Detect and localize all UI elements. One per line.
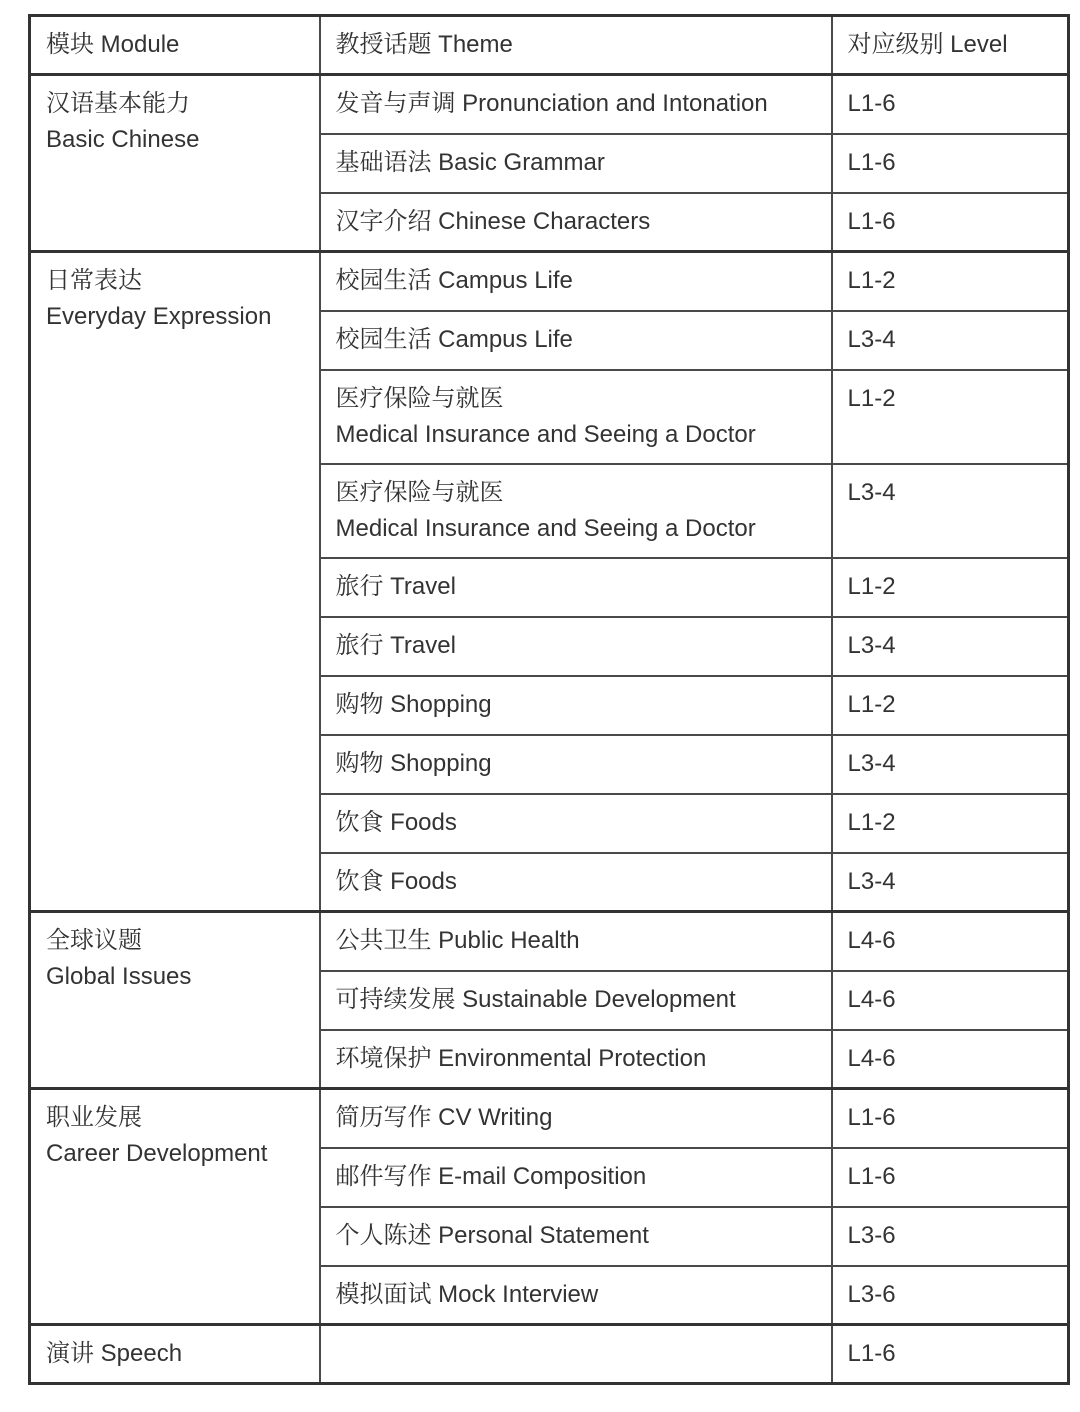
theme-cell [320, 912, 832, 971]
theme-cell [320, 464, 832, 558]
theme-cell [320, 1089, 832, 1148]
level-cell: L3-6 [832, 1207, 1069, 1266]
theme-cell [320, 1148, 832, 1207]
theme-cell [320, 370, 832, 464]
module-cell [30, 75, 320, 252]
module-line: 职业发展 [46, 1104, 142, 1131]
level-cell: L1-6 [832, 1325, 1069, 1384]
theme-line: 医疗保险与就医 [335, 384, 504, 412]
theme-line: 购物 Shopping [335, 690, 492, 718]
curriculum-table [28, 14, 1070, 1385]
theme-cell [320, 134, 832, 193]
theme-line: 环境保护 Environmental Protection [335, 1044, 707, 1072]
module-line: Everyday Expression [46, 303, 272, 330]
module-line: Career Development [46, 1140, 268, 1167]
level-cell: L3-4 [832, 464, 1069, 558]
level-cell: L3-6 [832, 1266, 1069, 1325]
theme-cell [320, 735, 832, 794]
theme-cell [320, 1207, 832, 1266]
module-line: 演讲 Speech [46, 1340, 183, 1367]
level-cell: L1-2 [832, 558, 1069, 617]
theme-cell [320, 193, 832, 252]
theme-line: Medical Insurance and Seeing a Doctor [335, 514, 756, 542]
theme-line: 公共卫生 Public Health [335, 927, 580, 954]
theme-line: 旅行 Travel [335, 572, 456, 600]
module-line: Basic Chinese [46, 126, 200, 153]
theme-line: 汉字介绍 Chinese Characters [335, 207, 651, 235]
level-cell: L1-2 [832, 794, 1069, 853]
theme-cell [320, 1030, 832, 1089]
module-cell [30, 252, 320, 912]
theme-cell [320, 1325, 832, 1384]
module-line: Global Issues [46, 963, 192, 990]
theme-line: 购物 Shopping [335, 749, 492, 777]
table-row [30, 1089, 1069, 1148]
module-line: 日常表达 [46, 267, 142, 294]
header-level: 对应级别 Level [832, 16, 1069, 75]
level-cell: L1-6 [832, 75, 1069, 134]
theme-line: 校园生活 Campus Life [335, 325, 573, 353]
module-cell [30, 1325, 320, 1384]
header-row [30, 16, 1069, 75]
theme-line: 个人陈述 Personal Statement [335, 1221, 649, 1249]
level-cell: L1-2 [832, 676, 1069, 735]
level-cell: L1-6 [832, 193, 1069, 252]
theme-line: 饮食 Foods [335, 808, 457, 836]
header-theme: 教授话题 Theme [320, 16, 832, 75]
theme-line: 校园生活 Campus Life [335, 267, 573, 294]
theme-line: 邮件写作 E-mail Composition [335, 1162, 647, 1190]
level-cell: L1-6 [832, 134, 1069, 193]
theme-line: 旅行 Travel [335, 631, 456, 659]
level-cell: L1-2 [832, 370, 1069, 464]
table-row [30, 75, 1069, 134]
theme-cell [320, 558, 832, 617]
level-cell: L1-2 [832, 252, 1069, 311]
level-cell: L4-6 [832, 912, 1069, 971]
theme-cell [320, 617, 832, 676]
theme-line: 简历写作 CV Writing [335, 1104, 553, 1131]
level-cell: L4-6 [832, 971, 1069, 1030]
theme-cell [320, 794, 832, 853]
header-module: 模块 Module [30, 16, 320, 75]
theme-cell [320, 1266, 832, 1325]
theme-cell [320, 252, 832, 311]
theme-line: 可持续发展 Sustainable Development [335, 985, 736, 1013]
theme-line: 基础语法 Basic Grammar [335, 148, 605, 176]
theme-line: 发音与声调 Pronunciation and Intonation [335, 90, 768, 117]
theme-line: 医疗保险与就医 [335, 478, 504, 506]
module-line: 汉语基本能力 [46, 90, 190, 117]
theme-line: 模拟面试 Mock Interview [335, 1280, 599, 1308]
theme-cell [320, 676, 832, 735]
theme-line: 饮食 Foods [335, 867, 457, 895]
module-cell [30, 1089, 320, 1325]
theme-cell [320, 75, 832, 134]
table-row [30, 252, 1069, 311]
module-line: 全球议题 [46, 927, 142, 954]
theme-cell [320, 853, 832, 912]
theme-cell [320, 971, 832, 1030]
module-cell [30, 912, 320, 1089]
level-cell: L1-6 [832, 1148, 1069, 1207]
level-cell: L1-6 [832, 1089, 1069, 1148]
level-cell: L3-4 [832, 617, 1069, 676]
level-cell: L3-4 [832, 853, 1069, 912]
level-cell: L4-6 [832, 1030, 1069, 1089]
theme-line: Medical Insurance and Seeing a Doctor [335, 420, 756, 448]
theme-cell [320, 311, 832, 370]
table-row [30, 912, 1069, 971]
level-cell: L3-4 [832, 311, 1069, 370]
level-cell: L3-4 [832, 735, 1069, 794]
table-row [30, 1325, 1069, 1384]
